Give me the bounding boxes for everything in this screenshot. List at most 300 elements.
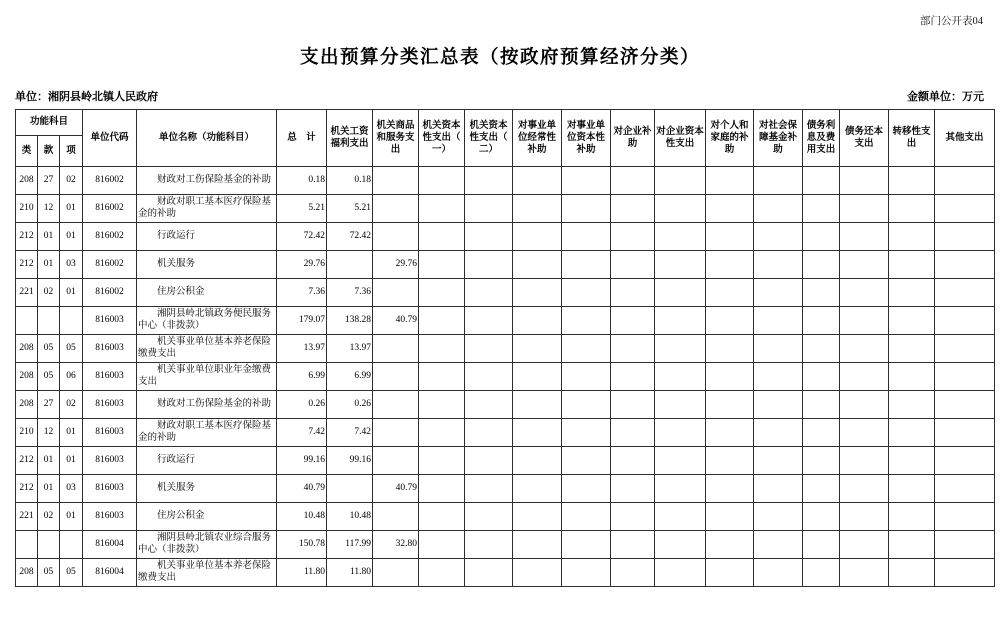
table-row <box>16 391 995 419</box>
table-cell: 01 <box>60 447 83 475</box>
table-cell <box>419 195 465 223</box>
table-cell <box>803 363 840 391</box>
table-cell: 816003 <box>83 447 137 475</box>
table-cell: 816003 <box>83 419 137 447</box>
unit-label: 单位：湘阴县岭北镇人民政府 <box>15 91 158 103</box>
table-cell: 05 <box>38 559 60 587</box>
table-cell <box>465 251 513 279</box>
table-cell: 13.97 <box>277 335 327 363</box>
table-cell <box>803 251 840 279</box>
table-row <box>16 223 995 251</box>
table-cell <box>754 559 803 587</box>
table-cell <box>754 335 803 363</box>
table-cell <box>754 531 803 559</box>
table-row <box>16 167 995 195</box>
table-cell <box>419 307 465 335</box>
table-cell <box>935 447 995 475</box>
table-cell <box>754 251 803 279</box>
table-cell <box>465 559 513 587</box>
table-cell: 10.48 <box>277 503 327 531</box>
table-cell <box>513 195 562 223</box>
table-cell <box>754 391 803 419</box>
table-cell <box>655 391 706 419</box>
table-cell <box>840 531 889 559</box>
table-cell: 99.16 <box>277 447 327 475</box>
table-cell <box>513 391 562 419</box>
table-cell: 816003 <box>83 335 137 363</box>
table-cell <box>754 307 803 335</box>
table-cell: 816003 <box>83 503 137 531</box>
table-cell <box>889 447 935 475</box>
table-cell <box>465 503 513 531</box>
table-cell <box>38 531 60 559</box>
table-cell <box>373 391 419 419</box>
table-cell <box>706 195 754 223</box>
unit-name-cell: 财政对工伤保险基金的补助 <box>137 167 277 195</box>
table-cell <box>373 363 419 391</box>
table-cell <box>935 195 995 223</box>
table-cell <box>889 363 935 391</box>
table-cell <box>513 251 562 279</box>
table-cell: 212 <box>16 251 38 279</box>
table-cell <box>889 531 935 559</box>
table-cell <box>562 279 611 307</box>
table-cell: 816004 <box>83 559 137 587</box>
col-capital-1: 机关资本性支出（一） <box>419 110 465 167</box>
table-cell <box>803 195 840 223</box>
table-cell: 7.42 <box>327 419 373 447</box>
unit-name-cell: 财政对职工基本医疗保险基金的补助 <box>137 195 277 223</box>
table-cell <box>562 391 611 419</box>
table-cell <box>611 503 655 531</box>
table-cell <box>889 335 935 363</box>
table-cell <box>513 335 562 363</box>
table-cell <box>706 279 754 307</box>
table-cell: 01 <box>38 251 60 279</box>
table-cell <box>840 279 889 307</box>
table-cell <box>803 531 840 559</box>
table-cell <box>655 531 706 559</box>
table-cell <box>935 167 995 195</box>
table-cell <box>706 223 754 251</box>
table-cell <box>655 447 706 475</box>
table-cell: 816002 <box>83 279 137 307</box>
budget-table <box>15 109 995 587</box>
table-cell: 03 <box>60 251 83 279</box>
table-cell: 0.18 <box>327 167 373 195</box>
table-cell: 816003 <box>83 307 137 335</box>
table-cell <box>840 503 889 531</box>
table-cell: 01 <box>60 279 83 307</box>
table-cell <box>419 391 465 419</box>
table-cell <box>373 419 419 447</box>
table-cell <box>803 419 840 447</box>
table-cell <box>655 475 706 503</box>
col-other: 其他支出 <box>935 110 995 167</box>
table-cell: 10.48 <box>327 503 373 531</box>
table-row <box>16 363 995 391</box>
table-cell <box>754 419 803 447</box>
table-cell <box>373 559 419 587</box>
table-cell <box>935 307 995 335</box>
form-number: 部门公开表04 <box>920 16 983 27</box>
table-cell <box>754 363 803 391</box>
table-cell: 27 <box>38 391 60 419</box>
table-cell <box>465 531 513 559</box>
table-cell <box>935 391 995 419</box>
table-cell: 01 <box>38 447 60 475</box>
table-cell: 05 <box>60 335 83 363</box>
table-cell: 0.26 <box>277 391 327 419</box>
table-cell <box>611 307 655 335</box>
table-cell <box>655 307 706 335</box>
table-cell <box>840 391 889 419</box>
table-cell <box>611 335 655 363</box>
table-cell <box>513 559 562 587</box>
table-cell <box>754 475 803 503</box>
subcol-section: 款 <box>38 136 60 167</box>
table-cell: 208 <box>16 391 38 419</box>
table-cell: 117.99 <box>327 531 373 559</box>
table-cell: 212 <box>16 447 38 475</box>
table-cell: 212 <box>16 223 38 251</box>
table-cell <box>60 531 83 559</box>
table-cell <box>611 251 655 279</box>
table-cell <box>840 447 889 475</box>
table-row <box>16 335 995 363</box>
table-cell <box>513 503 562 531</box>
table-cell <box>803 279 840 307</box>
table-cell <box>889 279 935 307</box>
col-wage-welfare: 机关工资福利支出 <box>327 110 373 167</box>
table-cell <box>840 363 889 391</box>
table-cell <box>935 223 995 251</box>
table-cell <box>935 279 995 307</box>
table-cell <box>373 503 419 531</box>
table-cell <box>655 335 706 363</box>
table-cell: 03 <box>60 475 83 503</box>
col-transfer: 转移性支出 <box>889 110 935 167</box>
table-cell <box>419 363 465 391</box>
table-cell <box>611 447 655 475</box>
col-enterprise-capital: 对企业资本性支出 <box>655 110 706 167</box>
col-goods-services: 机关商品和服务支出 <box>373 110 419 167</box>
subcol-class: 类 <box>16 136 38 167</box>
table-cell <box>655 419 706 447</box>
unit-name-cell: 湘阴县岭北镇农业综合服务中心（非拨款） <box>137 531 277 559</box>
amount-unit-label: 金额单位：万元 <box>907 91 984 103</box>
table-cell <box>419 475 465 503</box>
table-cell: 06 <box>60 363 83 391</box>
table-cell <box>562 475 611 503</box>
table-cell: 01 <box>60 195 83 223</box>
col-individual-family: 对个人和家庭的补助 <box>706 110 754 167</box>
table-cell: 13.97 <box>327 335 373 363</box>
table-row <box>16 531 995 559</box>
table-cell <box>803 475 840 503</box>
table-cell: 0.18 <box>277 167 327 195</box>
table-cell <box>803 167 840 195</box>
table-cell: 99.16 <box>327 447 373 475</box>
table-cell <box>611 195 655 223</box>
table-cell <box>935 475 995 503</box>
table-cell <box>419 167 465 195</box>
table-cell <box>373 167 419 195</box>
table-cell: 12 <box>38 419 60 447</box>
table-cell <box>840 559 889 587</box>
table-cell: 7.36 <box>327 279 373 307</box>
table-row <box>16 475 995 503</box>
table-cell <box>754 503 803 531</box>
table-cell <box>611 559 655 587</box>
table-cell <box>562 559 611 587</box>
table-cell <box>419 447 465 475</box>
table-cell <box>562 419 611 447</box>
table-cell <box>465 307 513 335</box>
table-cell <box>419 419 465 447</box>
table-cell <box>840 335 889 363</box>
table-cell <box>60 307 83 335</box>
table-cell <box>513 307 562 335</box>
unit-name-cell: 行政运行 <box>137 447 277 475</box>
table-cell <box>16 307 38 335</box>
table-cell <box>840 419 889 447</box>
table-cell <box>465 223 513 251</box>
table-cell <box>513 223 562 251</box>
table-cell <box>889 503 935 531</box>
table-cell <box>513 447 562 475</box>
table-cell <box>935 363 995 391</box>
table-cell: 12 <box>38 195 60 223</box>
table-cell <box>803 447 840 475</box>
table-cell <box>754 279 803 307</box>
unit-name-cell: 住房公积金 <box>137 503 277 531</box>
col-debt-interest: 债务利息及费用支出 <box>803 110 840 167</box>
table-cell <box>889 167 935 195</box>
table-cell: 11.80 <box>277 559 327 587</box>
table-cell: 138.28 <box>327 307 373 335</box>
unit-name-cell: 财政对工伤保险基金的补助 <box>137 391 277 419</box>
subcol-item: 项 <box>60 136 83 167</box>
table-cell <box>655 251 706 279</box>
table-cell <box>840 195 889 223</box>
table-cell: 01 <box>60 223 83 251</box>
table-cell: 816003 <box>83 363 137 391</box>
table-cell <box>840 475 889 503</box>
table-cell: 210 <box>16 195 38 223</box>
table-row <box>16 447 995 475</box>
unit-name-cell: 湘阴县岭北镇政务便民服务中心（非拨款） <box>137 307 277 335</box>
unit-name-cell: 机关事业单位职业年金缴费支出 <box>137 363 277 391</box>
table-cell <box>889 475 935 503</box>
table-cell <box>373 195 419 223</box>
table-cell <box>465 419 513 447</box>
table-cell <box>562 335 611 363</box>
table-cell <box>611 475 655 503</box>
table-cell <box>935 335 995 363</box>
table-cell <box>655 363 706 391</box>
table-cell <box>611 391 655 419</box>
table-cell: 816004 <box>83 531 137 559</box>
col-unit-name: 单位名称（功能科目） <box>137 110 277 167</box>
table-cell <box>465 475 513 503</box>
table-cell: 29.76 <box>277 251 327 279</box>
table-cell <box>465 167 513 195</box>
unit-name-cell: 行政运行 <box>137 223 277 251</box>
table-cell: 816002 <box>83 195 137 223</box>
table-cell <box>562 251 611 279</box>
table-cell: 40.79 <box>373 475 419 503</box>
table-cell <box>706 391 754 419</box>
table-cell <box>419 251 465 279</box>
table-cell <box>706 475 754 503</box>
table-cell <box>465 391 513 419</box>
table-cell: 816002 <box>83 251 137 279</box>
table-cell <box>373 447 419 475</box>
table-header <box>16 110 995 167</box>
table-cell <box>706 335 754 363</box>
table-cell <box>513 419 562 447</box>
table-cell <box>562 307 611 335</box>
table-cell: 7.42 <box>277 419 327 447</box>
table-cell <box>754 167 803 195</box>
unit-name-cell: 机关事业单位基本养老保险缴费支出 <box>137 559 277 587</box>
table-cell: 6.99 <box>277 363 327 391</box>
table-cell <box>889 195 935 223</box>
table-cell: 02 <box>38 503 60 531</box>
table-cell: 816003 <box>83 391 137 419</box>
table-cell <box>419 335 465 363</box>
table-cell: 05 <box>60 559 83 587</box>
table-cell <box>706 307 754 335</box>
table-cell: 05 <box>38 335 60 363</box>
table-cell <box>513 475 562 503</box>
table-cell <box>419 559 465 587</box>
table-cell: 02 <box>60 391 83 419</box>
table-cell <box>803 559 840 587</box>
table-cell: 40.79 <box>277 475 327 503</box>
table-cell <box>611 419 655 447</box>
table-cell <box>655 503 706 531</box>
table-cell <box>754 195 803 223</box>
table-cell <box>513 279 562 307</box>
col-total: 总 计 <box>277 110 327 167</box>
table-cell: 221 <box>16 279 38 307</box>
table-cell <box>373 279 419 307</box>
table-cell <box>562 223 611 251</box>
table-cell <box>803 391 840 419</box>
table-cell: 7.36 <box>277 279 327 307</box>
table-cell <box>889 391 935 419</box>
table-cell: 02 <box>60 167 83 195</box>
col-debt-principal: 债务还本支出 <box>840 110 889 167</box>
table-cell: 32.80 <box>373 531 419 559</box>
table-cell: 6.99 <box>327 363 373 391</box>
header-row-top <box>16 110 995 136</box>
table-cell <box>935 251 995 279</box>
table-cell: 208 <box>16 559 38 587</box>
table-cell <box>373 335 419 363</box>
table-cell <box>803 503 840 531</box>
table-cell: 29.76 <box>373 251 419 279</box>
table-cell: 01 <box>60 419 83 447</box>
table-cell <box>562 447 611 475</box>
table-cell: 0.26 <box>327 391 373 419</box>
table-cell: 208 <box>16 363 38 391</box>
table-row <box>16 251 995 279</box>
table-cell <box>562 531 611 559</box>
table-cell: 72.42 <box>327 223 373 251</box>
table-row <box>16 559 995 587</box>
table-cell <box>655 167 706 195</box>
table-cell <box>513 531 562 559</box>
table-cell <box>754 223 803 251</box>
table-cell: 208 <box>16 335 38 363</box>
table-cell <box>611 223 655 251</box>
table-cell <box>706 419 754 447</box>
table-cell: 11.80 <box>327 559 373 587</box>
unit-name-cell: 机关服务 <box>137 475 277 503</box>
col-institution-capital: 对事业单位资本性补助 <box>562 110 611 167</box>
table-cell: 210 <box>16 419 38 447</box>
table-row <box>16 279 995 307</box>
table-cell <box>889 307 935 335</box>
table-cell <box>706 531 754 559</box>
table-cell <box>840 223 889 251</box>
header-func-category: 功能科目 <box>16 110 83 136</box>
table-cell <box>889 419 935 447</box>
table-cell <box>840 251 889 279</box>
table-cell <box>465 447 513 475</box>
meta-row <box>15 88 984 104</box>
table-cell: 5.21 <box>277 195 327 223</box>
table-cell <box>803 307 840 335</box>
table-cell <box>706 167 754 195</box>
table-cell <box>655 279 706 307</box>
table-cell <box>611 279 655 307</box>
table-cell <box>38 307 60 335</box>
col-capital-2: 机关资本性支出（二） <box>465 110 513 167</box>
table-cell: 816002 <box>83 223 137 251</box>
table-cell <box>655 559 706 587</box>
table-cell: 27 <box>38 167 60 195</box>
table-cell <box>889 223 935 251</box>
table-row <box>16 503 995 531</box>
table-cell <box>465 195 513 223</box>
page-title: 支出预算分类汇总表（按政府预算经济分类） <box>299 48 700 68</box>
table-cell <box>611 167 655 195</box>
table-cell <box>16 531 38 559</box>
table-cell <box>655 195 706 223</box>
table-cell <box>465 335 513 363</box>
table-cell <box>706 503 754 531</box>
table-cell <box>935 503 995 531</box>
table-cell <box>706 251 754 279</box>
table-cell: 221 <box>16 503 38 531</box>
table-cell <box>706 447 754 475</box>
table-cell: 01 <box>60 503 83 531</box>
col-social-security-fund: 对社会保障基金补助 <box>754 110 803 167</box>
table-cell <box>465 279 513 307</box>
table-cell: 05 <box>38 363 60 391</box>
table-cell <box>611 531 655 559</box>
table-cell: 212 <box>16 475 38 503</box>
table-cell <box>419 223 465 251</box>
table-row <box>16 307 995 335</box>
table-cell <box>327 475 373 503</box>
table-cell <box>935 531 995 559</box>
table-cell: 816003 <box>83 475 137 503</box>
